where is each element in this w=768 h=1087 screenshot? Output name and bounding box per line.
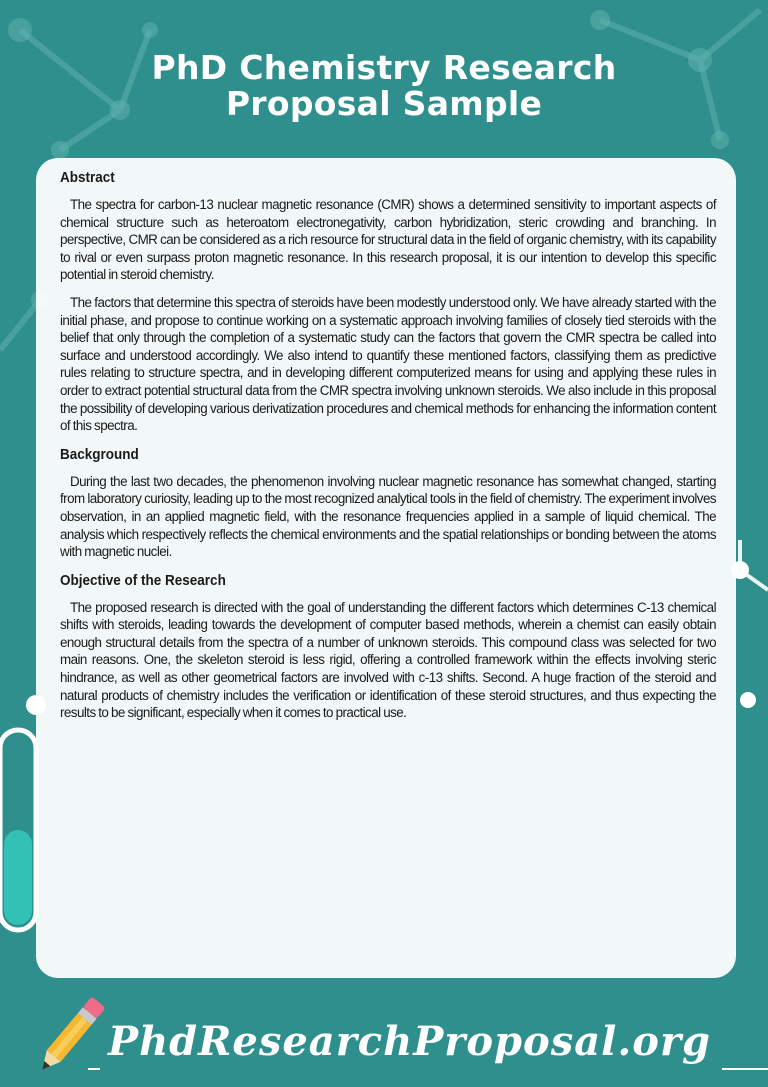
footer-line-right <box>722 1068 768 1070</box>
content-card <box>36 158 736 978</box>
paragraph: The factors that determine this spectra of steroids have been modestly understood only. We have already started with the initial phase, and propose to continue working on a systematic approach involving families of closely tied steroids with the belief that only through the completion of a systematic study can the factors that govern the CMR spectra be called into surface and understood accordingly. We also intend to quantify these mentioned factors, classifying them as predictive rules relating to structure spectra, and in developing different computerized means for using and applying these rules in order to extract potential structural data from the CMR spectra involving unknown steroids. We also include in this proposal the possibility of developing various derivatization procedures and chemical methods for enhancing the information content of this spectra. <box>60 294 716 434</box>
section-abstract <box>60 168 716 435</box>
section-heading: Abstract <box>60 169 115 186</box>
footer-line-left <box>88 1068 100 1070</box>
title-line-1: PhD Chemistry Research <box>151 48 617 87</box>
section-background <box>60 445 716 561</box>
page-title <box>0 50 768 122</box>
section-heading: Objective of the Research <box>60 571 226 589</box>
section-heading: Background <box>60 445 139 463</box>
title-line-2: Proposal Sample <box>225 84 543 123</box>
paragraph: The proposed research is directed with the goal of understanding the different factors which determines C-13 chemical shifts with steroids, leading towards the development of computer based methods, wherein a chemist can easily obtain enough structural details from the spectra of a number of unknown steroids. This compound class was selected for two main reasons. One, the skeleton steroid is less rigid, offering a controlled framework within the effects involving steric hindrance, as well as other geometrical factors are involved with c-13 shifts. Second. A huge fraction of the steroid and natural products of chemistry includes the verification or identification of these steroid structures, and thus expecting the results to be significant, especially when it comes to practical use. <box>60 599 716 721</box>
paragraph: During the last two decades, the phenomenon involving nuclear magnetic resonance has somewhat changed, starting from laboratory curiosity, leading up to the most recognized analytical tools in the field of chemistry. The experiment involves observation, in an applied magnetic field, with the resonance frequencies applied in a sample of liquid chemical. The analysis which respectively reflects the chemical environments and the spatial relationships or bonding between the atoms with magnetic nuclei. <box>60 473 716 560</box>
test-tube-icon <box>0 730 36 930</box>
paragraph: The spectra for carbon-13 nuclear magnetic resonance (CMR) shows a determined sensitivity to important aspects of chemical structure such as heteroatom electronegativity, carbon hybridization, steric crowding and branching. In perspective, CMR can be considered as a rich resource for structural data in the field of organic chemistry, with its capability to rival or even surpass proton magnetic resonance. In this research proposal, it is our intention to develop this specific potential in steroid chemistry. <box>60 197 716 283</box>
section-objective <box>60 571 716 722</box>
brand-logo[interactable]: PhdResearchProposal.org <box>108 1018 711 1065</box>
